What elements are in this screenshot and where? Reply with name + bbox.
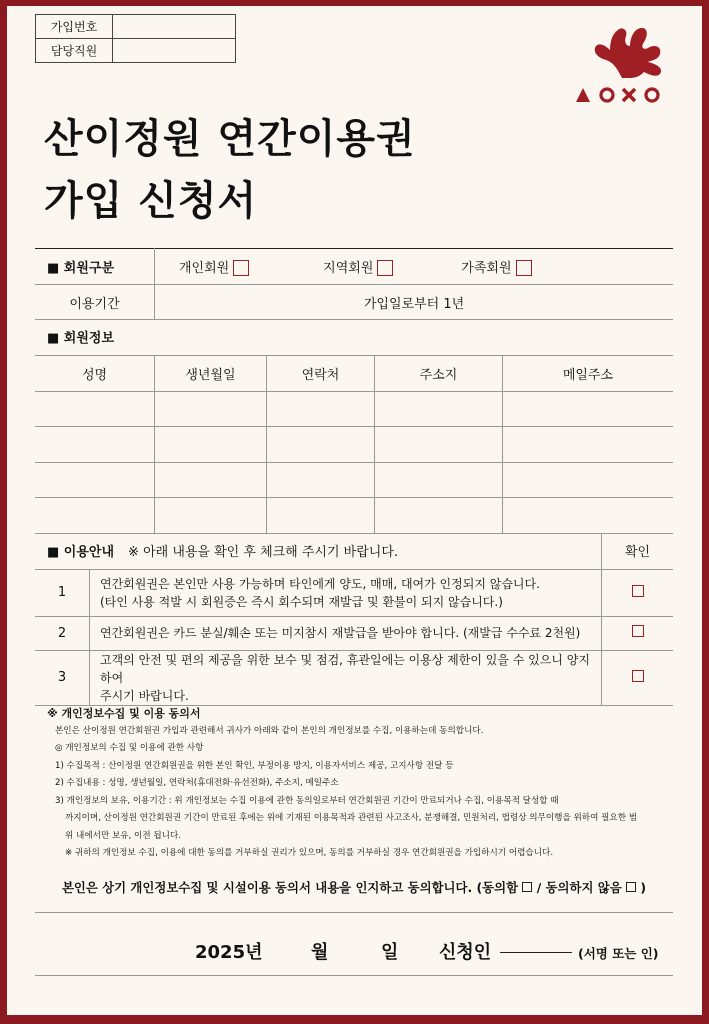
sign-day: 일 [381, 942, 399, 963]
sign-hint: (서명 또는 인) [578, 946, 659, 961]
usage-row [35, 650, 673, 705]
consent-title: ※ 개인정보수집 및 이용 동의서 [47, 707, 201, 720]
usage-no: 3 [35, 650, 90, 705]
period-label: 이용기간 [35, 285, 155, 320]
usage-section [35, 533, 673, 706]
leaf-emblem-icon [595, 28, 661, 78]
consent-item: 까지이며, 산이정원 연간회원권 기간이 만료된 후에는 위에 기재된 이용목적과 관련된 사고조사, 분쟁해결, 민원처리, 법령상 의무이행을 위하여 필요한 범 [65, 813, 638, 823]
member-info-section [35, 319, 673, 534]
address-field[interactable] [375, 426, 503, 462]
garden-logo [572, 16, 682, 108]
phone-field[interactable] [267, 497, 375, 533]
title-line1: 산이정원 연간이용권 [44, 116, 416, 162]
option-family[interactable]: 가족회원 [461, 257, 581, 277]
agreement-statement: 본인은 상기 개인정보수집 및 시설이용 동의서 내용을 인지하고 동의합니다. (동의함 / 동의하지 않음 ) [61, 880, 647, 895]
name-field[interactable] [35, 497, 155, 533]
membership-no-field[interactable] [113, 15, 236, 39]
member-info-label: ■ 회원정보 [35, 319, 673, 355]
member-row [35, 497, 673, 533]
office-use-box [35, 14, 236, 63]
birthdate-field[interactable] [155, 391, 267, 426]
checkbox-local[interactable] [377, 260, 393, 276]
checkbox-family[interactable] [516, 260, 532, 276]
address-field[interactable] [375, 462, 503, 497]
member-type-options [155, 249, 674, 285]
phone-field[interactable] [267, 391, 375, 426]
divider [35, 912, 673, 913]
consent-heading: ◎ 개인정보의 수집 및 이용에 관한 사항 [55, 743, 204, 753]
consent-item: 1) 수집목적 : 산이정원 연간회원권을 위한 본인 확인, 부정이용 방지, 이용자서비스 제공, 고지사항 전달 등 [55, 760, 454, 771]
col-email: 메일주소 [503, 355, 674, 391]
agree-checkbox[interactable] [522, 882, 532, 892]
member-row [35, 462, 673, 497]
page-title [44, 108, 416, 232]
email-field[interactable] [503, 391, 674, 426]
staff-label: 담당직원 [36, 39, 113, 63]
usage-check[interactable] [602, 569, 674, 616]
staff-field[interactable] [113, 39, 236, 63]
membership-no-label: 가입번호 [36, 15, 113, 39]
name-field[interactable] [35, 426, 155, 462]
usage-note: ※ 아래 내용을 확인 후 체크해 주시기 바랍니다. [128, 545, 399, 561]
consent-intro: 본인은 산이정원 연간회원권 가입과 관련해서 귀사가 아래와 같이 본인의 개인정보를 수집, 이용하는데 동의합니다. [55, 725, 484, 736]
phone-field[interactable] [267, 426, 375, 462]
usage-row [35, 616, 673, 650]
name-field[interactable] [35, 391, 155, 426]
consent-item: 2) 수집내용 : 성명, 생년월일, 연락처(휴대전화·유선전화), 주소지, 메일주소 [55, 778, 339, 788]
col-name: 성명 [35, 355, 155, 391]
consent-item: 위 내에서만 보유, 이전 됩니다. [65, 830, 182, 841]
email-field[interactable] [503, 497, 674, 533]
member-row [35, 426, 673, 462]
logo-letter-x-icon [623, 89, 635, 101]
address-field[interactable] [375, 391, 503, 426]
email-field[interactable] [503, 462, 674, 497]
birthdate-field[interactable] [155, 462, 267, 497]
divider [35, 975, 673, 976]
confirm-checkbox[interactable] [632, 585, 644, 597]
confirm-checkbox[interactable] [632, 670, 644, 682]
option-local[interactable]: 지역회원 [323, 257, 457, 277]
usage-no: 1 [35, 569, 90, 616]
consent-notice: ※ 귀하의 개인정보 수집, 이용에 대한 동의를 거부하실 권리가 있으며, 동의를 거부하실 경우 연간회원권을 가입하시기 어렵습니다. [65, 848, 554, 858]
member-row [35, 391, 673, 426]
option-individual[interactable]: 개인회원 [155, 257, 319, 277]
col-phone: 연락처 [267, 355, 375, 391]
usage-header: ■ 이용안내 ※ 아래 내용을 확인 후 체크해 주시기 바랍니다. [35, 533, 602, 569]
sign-month: 월 [311, 942, 329, 963]
sign-year: 2025년 [195, 942, 263, 963]
usage-text: 연간회원권은 카드 분실/훼손 또는 미지참시 재발급을 받아야 합니다. (재발급 수수료 2천원) [90, 616, 602, 650]
member-type-label: ■ 회원구분 [35, 249, 155, 285]
usage-text: 고객의 안전 및 편의 제공을 위한 보수 및 점검, 휴관일에는 이용상 제한이 있을 수 있으니 양지하여 주시기 바랍니다. [90, 650, 602, 705]
usage-check[interactable] [602, 650, 674, 705]
privacy-consent [35, 705, 673, 863]
name-field[interactable] [35, 462, 155, 497]
confirm-header: 확인 [602, 533, 674, 569]
usage-no: 2 [35, 616, 90, 650]
logo-letter-o2-icon [646, 89, 658, 101]
email-field[interactable] [503, 426, 674, 462]
col-address: 주소지 [375, 355, 503, 391]
birthdate-field[interactable] [155, 426, 267, 462]
usage-text: 연간회원권은 본인만 사용 가능하며 타인에게 양도, 매매, 대여가 인정되지 않습니다. (타인 사용 적발 시 회원증은 즉시 회수되며 재발급 및 환불이 되지 않습니다.) [90, 569, 602, 616]
disagree-checkbox[interactable] [626, 882, 636, 892]
col-birthdate: 생년월일 [155, 355, 267, 391]
member-type-section [35, 248, 673, 320]
period-value: 가입일로부터 1년 [155, 285, 674, 320]
logo-letter-a-icon [576, 88, 590, 102]
usage-check[interactable] [602, 616, 674, 650]
logo-letter-o-icon [601, 89, 613, 101]
birthdate-field[interactable] [155, 497, 267, 533]
usage-row [35, 569, 673, 616]
address-field[interactable] [375, 497, 503, 533]
confirm-checkbox[interactable] [632, 625, 644, 637]
checkbox-individual[interactable] [233, 260, 249, 276]
consent-item: 3) 개인정보의 보유, 이용기간 : 위 개인정보는 수집 이용에 관한 동의일로부터 연간회원권 기간이 만료되거나 수집, 이용목적 달성할 때 [55, 795, 559, 806]
sign-applicant: 신청인 [439, 942, 492, 963]
phone-field[interactable] [267, 462, 375, 497]
title-line2: 가입 신청서 [44, 178, 258, 224]
